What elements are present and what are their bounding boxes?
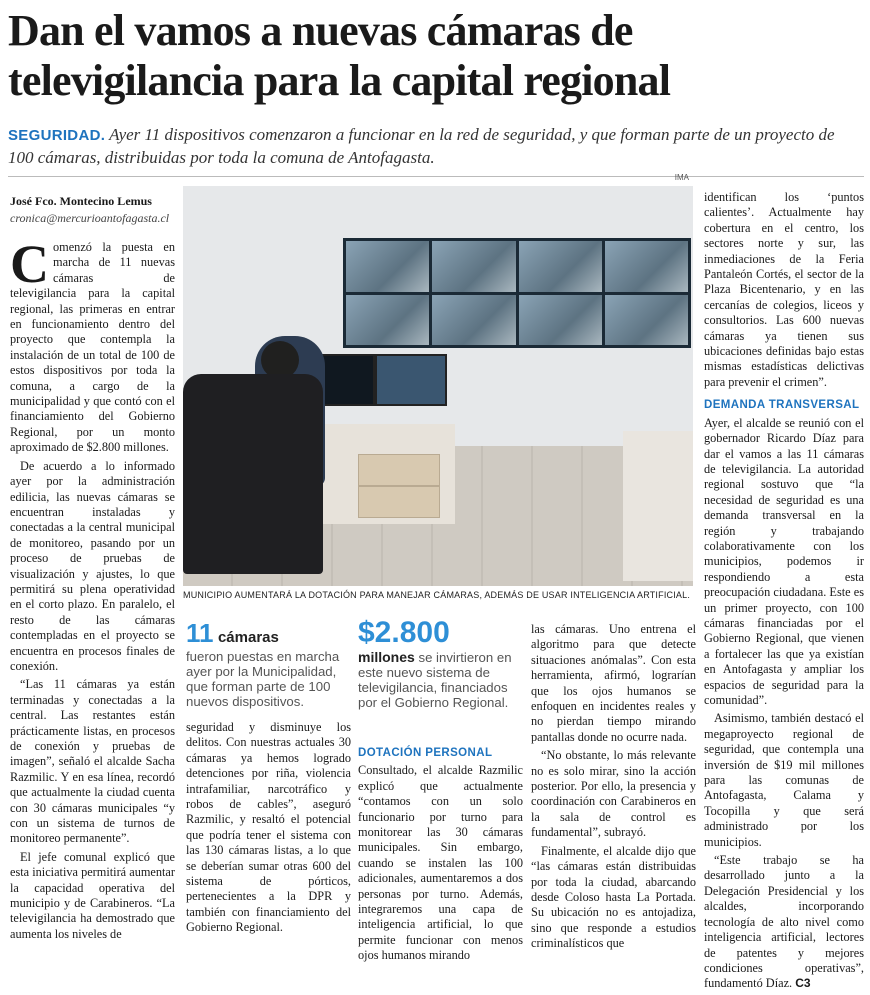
fact-box-investment xyxy=(358,616,523,710)
subheading: DOTACIÓN PERSONAL xyxy=(358,747,493,759)
fact-number: $2.800 xyxy=(358,616,450,649)
desk-drawer xyxy=(358,486,440,518)
paragraph: El jefe comunal explicó que esta iniciativa permitirá aumentar la capacidad operativa del municipio y de Carabineros. “La televigilancia ha demostrado que aumenta los niveles de xyxy=(10,849,175,941)
lead-text: Ayer 11 dispositivos comenzaron a funcionar en la red de seguridad, y que forman parte de un proyecto de 100 cámaras, distribuidas por toda la comuna de Antofagasta. xyxy=(8,125,835,167)
header-divider xyxy=(8,176,864,177)
paragraph: Ayer, el alcalde se reunió con el gobernador Ricardo Díaz para dar el vamos a las 11 cámaras de televigilancia. La autoridad regional sostuvo que “la necesidad de seguridad es una demanda transversal en la región y trabajando colaborativamente con los municipios, podemos ir respondiendo a esta preocupación ciudadana. Este es un primer proyecto, con 100 cámaras financiadas por el Gobierno Regional, que vienen a fortalecer las que ya existían en Antofagasta y ampliar los espacios de seguridad para la comunidad”. xyxy=(704,415,864,707)
fact-number: 11 xyxy=(186,618,214,648)
fact-unit: millones xyxy=(358,649,415,665)
author-name: José Fco. Montecino Lemus xyxy=(10,194,152,208)
article-column-5 xyxy=(704,190,864,995)
article-column-3 xyxy=(358,746,523,967)
article-column-2 xyxy=(186,720,351,939)
desk-drawer xyxy=(358,454,440,486)
paragraph: las cámaras. Uno entrena el algoritmo para que detecte situaciones anómalas”. Con esta herramienta, afirmó, lograrían que los ojos humanos se enfoquen en incidentes reales y no pierdan tiempo mirando pantallas donde no ocurre nada. xyxy=(531,622,696,744)
paragraph: Finalmente, el alcalde dijo que “las cámaras están distribuidas por toda la ciudad, abarcando desde Coloso hasta La Portada. Su ubicación no es antojadiza, sino que responde a estudios criminalísticos que xyxy=(531,843,696,951)
headline: Dan el vamos a nuevas cámaras de televigilancia para la capital regional xyxy=(8,6,671,105)
article-column-4 xyxy=(531,622,696,955)
drop-cap: C xyxy=(10,234,49,294)
monitoring-room-photo xyxy=(183,173,693,586)
photo-credit: IMA xyxy=(674,173,689,182)
paragraph: “Las 11 cámaras ya están terminadas y conectadas a la central. Las restantes están prácticamente listas, en procesos de conexión y pruebas de imagen”, señaló el alcalde Sacha Razmilic. Y en esa línea, recordó que actualmente la ciudad cuenta con 30 cámaras municipales “y con un sistema de turnos de monitoreo permanente”. xyxy=(10,677,175,846)
fact-text: fueron puestas en marcha ayer por la Municipalidad, que forman parte de 100 nuevos dispositivos. xyxy=(186,649,340,709)
paragraph: Comenzó la puesta en marcha de 11 nuevas cámaras de televigilancia para la capital regional, las primeras en entrar en funcionamiento dentro del proyecto que contempla la instalación de un total de 100 de estos dispositivos por toda la comuna, a cargo de la municipalidad y que contó con el financiamiento del Gobierno Regional, por un monto aproximado de $2.800 millones. xyxy=(10,234,175,455)
lead-paragraph xyxy=(8,124,864,169)
paragraph: De acuerdo a lo informado ayer por la administración edilicia, las nuevas cámaras se encuentran instaladas y conectadas a la central municipal de monitoreo, pasando por un proceso de pruebas de visualización y ajustes, lo que permitirá su plena operatividad en el corto plazo. En paralelo, el resto de las cámaras contempladas en el proyecto se encuentra en procesos finales de conexión. xyxy=(10,458,175,673)
byline xyxy=(10,193,175,227)
paragraph: identifican los ‘puntos calientes’. Actualmente hay cobertura en el centro, los sectores norte y sur, las inmediaciones de la Feria Pantaleón Cortés, el sector de la Plaza Bicentenario, y en las cercanías de colegios, liceos y consultorios. Las 600 nuevas cámaras ya tienen sus ubicaciones definidas bajo estas mismas estadísticas delictivas para prevenir el crimen”. xyxy=(704,190,864,389)
side-desk xyxy=(623,431,693,581)
fact-text: se invirtieron en este nuevo sistema de televigilancia, financiados por el Gobierno Regional. xyxy=(358,650,512,710)
end-mark: C3 xyxy=(795,976,811,991)
article-column-1 xyxy=(10,234,175,945)
fact-unit: cámaras xyxy=(217,629,279,646)
paragraph: “No obstante, lo más relevante no es solo mirar, sino la acción posterior. Por ello, la presencia y coordinación con Carabineros en la sala de control es fundamental”, subrayó. xyxy=(531,748,696,840)
fact-box-cameras xyxy=(186,618,351,709)
photo-caption: MUNICIPIO AUMENTARÁ LA DOTACIÓN PARA MANEJAR CÁMARAS, ADEMÁS DE USAR INTELIGENCIA ARTIFICIAL. xyxy=(183,590,691,600)
paragraph: “Este trabajo se ha desarrollado junto a la Delegación Presidencial y los alcaldes, incorporando tecnología de alto nivel como inteligencia artificial, lectores de patentes y mejores condiciones operativas”, fundamentó Díaz. C3 xyxy=(704,853,864,991)
subheading: DEMANDA TRANSVERSAL xyxy=(704,399,860,412)
section-tag: SEGURIDAD. xyxy=(8,127,106,144)
video-wall xyxy=(343,238,691,348)
paragraph: Asimismo, también destacó el megaproyecto regional de seguridad, que contempla una inversión de $19 mil millones para las comunas de Antofagasta, Calama y Tocopilla y que será administrado por los municipios. xyxy=(704,711,864,849)
desk-monitor xyxy=(375,354,447,406)
author-email[interactable]: cronica@mercurioantofagasta.cl xyxy=(10,211,170,225)
paragraph: Consultado, el alcalde Razmilic explicó que actualmente “contamos con un solo funcionario por turno para monitorear las 30 cámaras municipales. Sin embargo, cuando se instalen las 100 adicionales, aumentaremos a dos personas por turno. Además, integraremos una capa de inteligencia artificial, lo que permite funcionar con menos ojos humanos mirando xyxy=(358,763,523,963)
office-chair xyxy=(183,374,323,574)
paragraph: seguridad y disminuye los delitos. Con nuestras actuales 30 cámaras ya hemos logrado detenciones por riña, violencia intrafamiliar, narcotráfico y robos de cables”, aseguró Razmilic, y resaltó el potencial que podría tener el sistema con las 130 cámaras listas, a lo que se deberían sumar otras 600 del sistema de pórticos, pertenecientes a la DPR y también con financiamiento del Gobierno Regional. xyxy=(186,720,351,935)
